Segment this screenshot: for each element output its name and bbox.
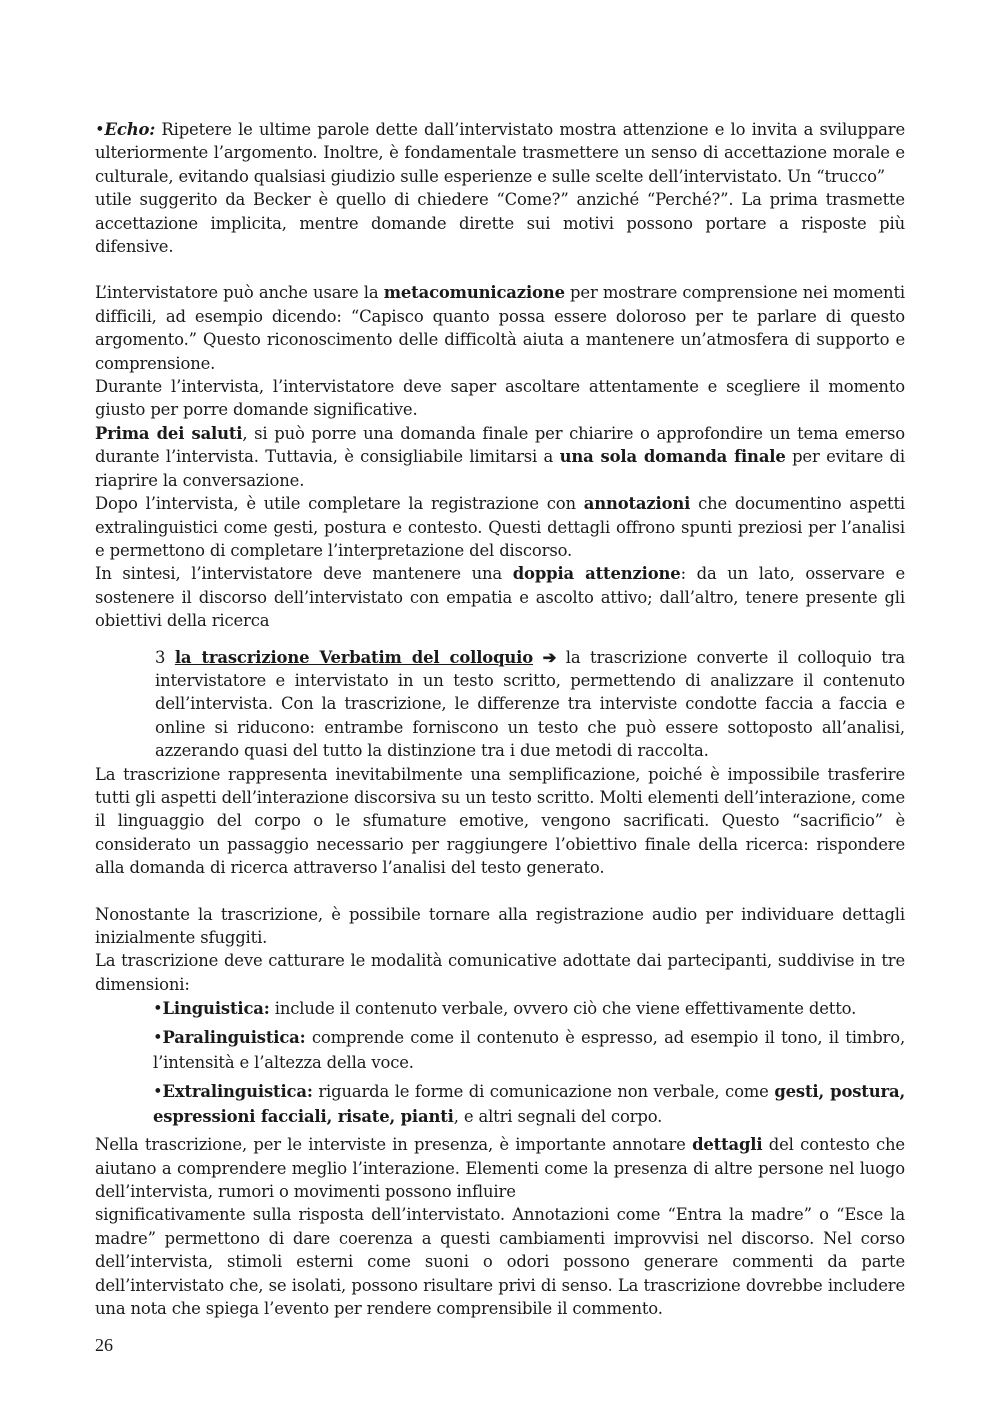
metacomunicazione-paragraph: L’intervistatore può anche usare la metacomunicazione per mostrare comprensione nei momenti difficili, ad esempio dicendo: “Capisco quanto possa essere doloroso per te parlare di questo argomento.” Questo riconoscimento delle difficoltà aiuta a mantenere un’atmosfera di supporto e comprensione. [95,283,905,373]
madre-paragraph: significativamente sulla risposta dell’intervistato. Annotazioni come “Entra la madre” o “Esce la madre” permettono di dare coerenza a questi cambiamenti improvvisi nel discorso. Nel corso dell’intervista, stimoli esterni come suoni o odori possono generare commenti da parte dell’intervistato che, se isolati, possono risultare privi di senso. La trascrizione dovrebbe includere una nota che spiega l’evento per rendere comprensibile il commento. [95,1205,905,1319]
list-item-linguistica: •Linguistica: include il contenuto verbale, ovvero ciò che viene effettivamente detto. [153,999,857,1019]
extralinguistica-term: Extralinguistica: [162,1082,313,1102]
segnali-term: gesti, postura, espressioni facciali, risate, pianti [153,1082,906,1127]
prima-saluti-term: Prima dei saluti [95,423,243,443]
bullet-marker: • [153,999,163,1019]
doppia-attenzione-paragraph: In sintesi, l’intervistatore deve mantenere una doppia attenzione: da un lato, osservare e sostenere il discorso dell’intervistato con empatia e ascolto attivo; dall’altro, tenere presente gli obiettivi della ricerca [95,564,906,631]
list-item-paralinguistica: •Paralinguistica: comprende come il contenuto è espresso, ad esempio il tono, il timbro, l’intensità e l’altezza della voce. [153,1028,905,1073]
section-3-heading [155,646,905,763]
ascolto-paragraph: Durante l’intervista, l’intervistatore deve saper ascoltare attentamente e scegliere il momento giusto per porre domande significative. [95,377,905,420]
registrazione-paragraph: Nonostante la trascrizione, è possibile tornare alla registrazione audio per individuare dettagli inizialmente sfuggiti. [95,904,905,947]
doppia-attenzione-term: doppia attenzione [512,564,681,584]
section-text: la trascrizione converte il colloquio tra intervistatore e intervistato in un testo scritto, permettendo di analizzare il contenuto dell’intervista. Con la trascrizione, le differenze tra interviste condotte faccia a faccia e online si riducono: entrambe forniscono un testo che può essere sottoposto all’analisi, azzerando quasi del tutto la distinzione tra i due metodi di raccolta. [155,647,906,761]
semplificazione-paragraph: La trascrizione rappresenta inevitabilmente una semplificazione, poiché è impossibile trasferire tutti gli aspetti dell’interazione discorsiva su un testo scritto. Molti elementi dell’interazione, come il linguaggio del corpo o le sfumature emotive, vengono sacrificati. Questo “sacrificio” è considerato un passaggio necessario per raggiungere l’obiettivo finale della ricerca: rispondere alla domanda di ricerca attraverso l’analisi del testo generato. [95,764,905,878]
echo-paragraph-cont: utile suggerito da Becker è quello di chiedere “Come?” anziché “Perché?”. La prima trasmette accettazione implicita, mentre domande dirette sui motivi possono portare a risposte più difensive. [95,190,905,257]
dettagli-term: dettagli [692,1135,763,1155]
metacomunicazione-term: metacomunicazione [383,283,565,303]
echo-paragraph [95,118,905,188]
annotazioni-term: annotazioni [583,494,691,514]
dettagli-paragraph: Nella trascrizione, per le interviste in presenza, è importante annotare dettagli del contesto che aiutano a comprendere meglio l’interazione. Elementi come la presenza di altre persone nel luogo dell’intervista, rumori o movimenti possono influire [95,1135,905,1202]
bullet-marker: • [153,1028,163,1048]
section-number: 3 [155,647,166,667]
paralinguistica-term: Paralinguistica: [162,1028,306,1048]
section-title: la trascrizione Verbatim del colloquio [174,647,534,667]
document-body [95,118,905,1320]
linguistica-term: Linguistica: [162,999,270,1019]
bullet-marker: • [153,1082,163,1102]
dimensioni-paragraph: La trascrizione deve catturare le modalità comunicative adottate dai partecipanti, suddivise in tre dimensioni: [95,951,905,994]
saluti-paragraph: Prima dei saluti, si può porre una domanda finale per chiarire o approfondire un tema emerso durante l’intervista. Tuttavia, è consigliabile limitarsi a una sola domanda finale per evitare di riaprire la conversazione. [95,423,905,490]
annotazioni-paragraph: Dopo l’intervista, è utile completare la registrazione con annotazioni che documentino aspetti extralinguistici come gesti, postura e contesto. Questi dettagli offrono spunti preziosi per l’analisi e permettono di completare l’interpretazione del discorso. [95,494,906,560]
echo-term: Echo: [104,120,156,139]
echo-text: Ripetere le ultime parole dette dall’intervistato mostra attenzione e lo invita a sviluppare ulteriormente l’argomento. Inoltre, è fondamentale trasmettere un senso di accettazione morale e culturale, evitando qualsiasi giudizio sulle esperienze e sulle scelte dell’intervistato. Un “trucco” [95,120,905,186]
arrow-right-icon: ➔ [542,647,557,667]
domanda-finale-term: una sola domanda finale [559,447,786,467]
bullet-marker: • [95,120,105,139]
list-item-extralinguistica: •Extralinguistica: riguarda le forme di comunicazione non verbale, come gesti, postura, espressioni facciali, risate, pianti, e altri segnali del corpo. [153,1082,906,1127]
page-number: 26 [95,1335,113,1355]
